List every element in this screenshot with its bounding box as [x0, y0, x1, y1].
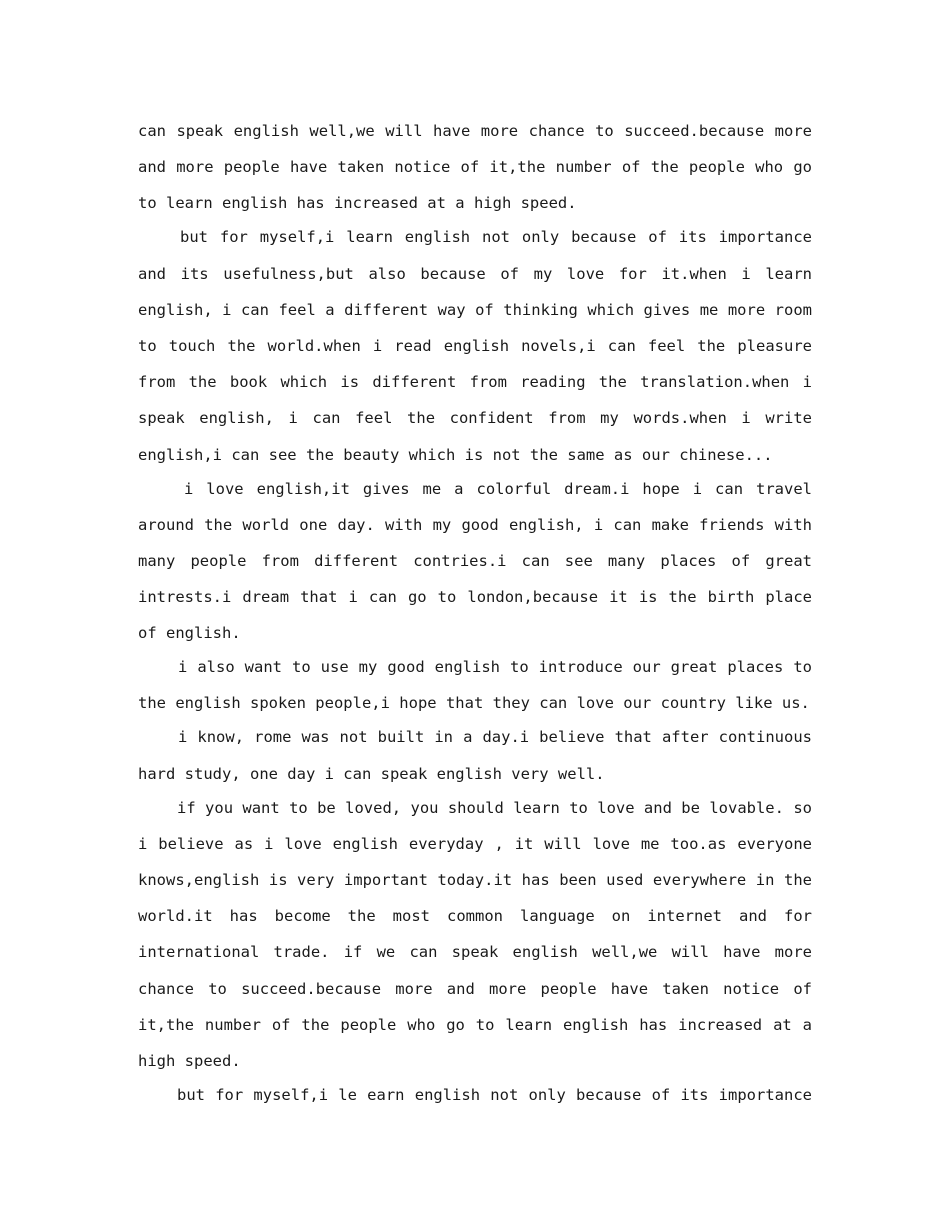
text-line: english,i can see the beauty which is not the same as our chinese...	[138, 445, 773, 464]
text-line: many people from different contries.i can see many places of great	[138, 551, 812, 570]
text-line: but for myself,i le earn english not only because of its importance	[177, 1085, 812, 1104]
text-line: i believe as i love english everyday , it will love me too.as everyone	[138, 834, 812, 853]
text-line: and more people have taken notice of it,the number of the people who go	[138, 158, 812, 177]
text-line: around the world one day. with my good english, i can make friends with	[138, 515, 812, 534]
text-line: i also want to use my good english to introduce our great places to	[178, 658, 812, 677]
text-line: if you want to be loved, you should learn to love and be lovable. so	[177, 798, 812, 817]
text-line: of english.	[138, 624, 241, 643]
body-text	[138, 113, 812, 1113]
text-line: i know, rome was not built in a day.i believe that after continuous	[178, 728, 812, 747]
text-line: speak english, i can feel the confident from my words.when i write	[138, 409, 812, 428]
text-line: the english spoken people,i hope that they can love our country like us.	[138, 694, 810, 713]
text-line: knows,english is very important today.it has been used everywhere in the	[138, 871, 812, 889]
text-line: intrests.i dream that i can go to london,because it is the birth place	[138, 588, 812, 607]
text-line: can speak english well,we will have more chance to succeed.because more	[138, 122, 812, 140]
text-line: chance to succeed.because more and more people have taken notice of	[138, 979, 812, 998]
text-line: high speed.	[138, 1051, 241, 1070]
text-line: and its usefulness,but also because of my love for it.when i learn	[138, 264, 812, 283]
text-line: english, i can feel a different way of thinking which gives me more room	[138, 300, 812, 319]
text-line: to touch the world.when i read english novels,i can feel the pleasure	[138, 336, 812, 355]
text-line: hard study, one day i can speak english very well.	[138, 764, 605, 783]
text-line: i love english,it gives me a colorful dream.i hope i can travel	[184, 479, 812, 498]
text-line: from the book which is different from reading the translation.when i	[138, 373, 812, 392]
text-line: to learn english has increased at a high speed.	[138, 194, 577, 213]
text-line: it,the number of the people who go to learn english has increased at a	[138, 1015, 812, 1034]
text-line: world.it has become the most common language on internet and for	[138, 907, 812, 926]
text-line: but for myself,i learn english not only because of its importance	[180, 228, 812, 247]
text-line: international trade. if we can speak english well,we will have more	[138, 943, 812, 962]
